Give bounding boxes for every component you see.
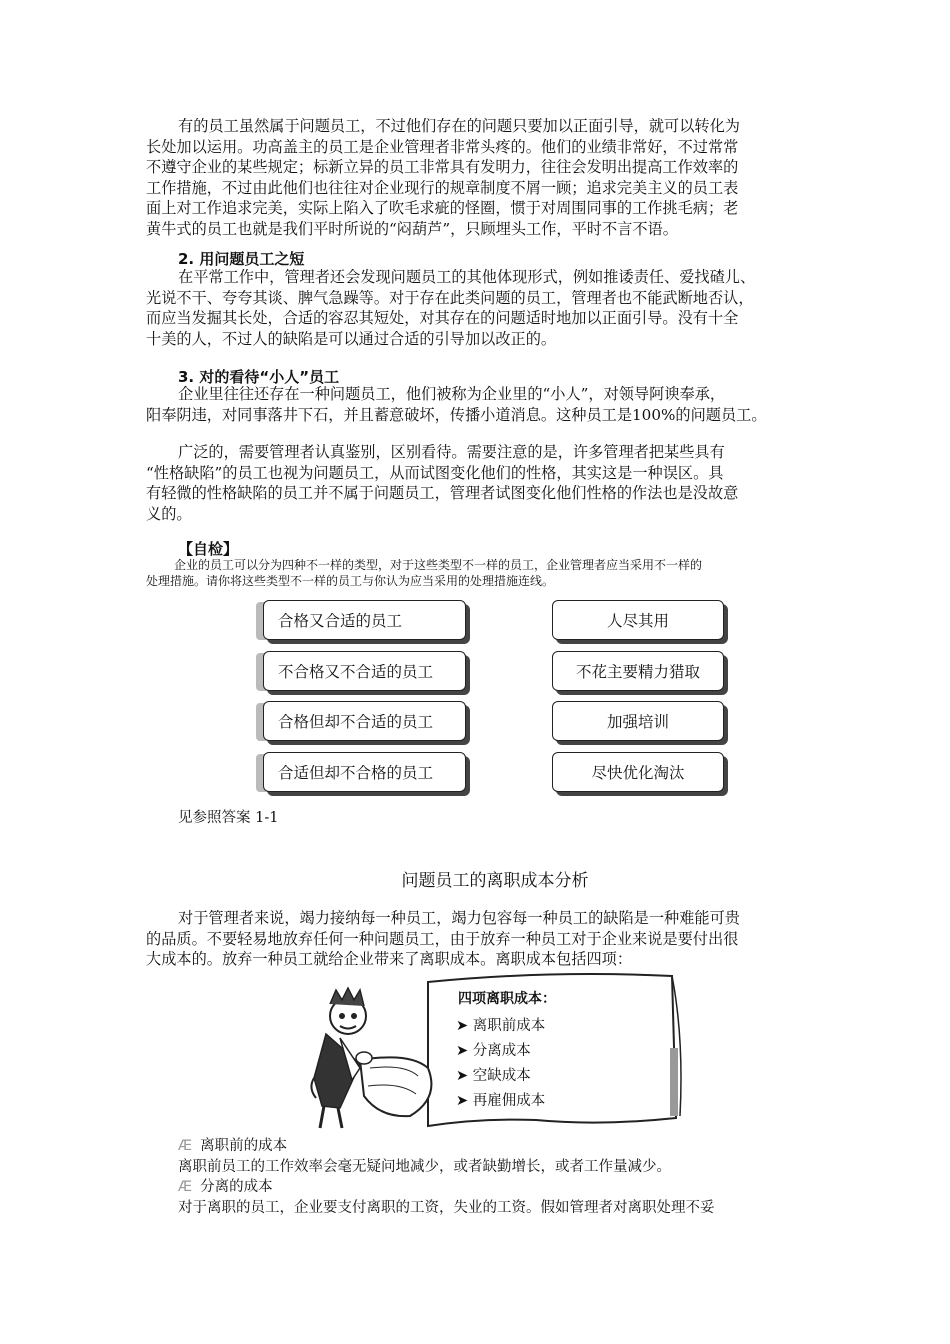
- text-line: 有轻微的性格缺陷的员工并不属于问题员工，管理者试图变化他们性格的作法也是没故意: [146, 484, 739, 502]
- treatment-box[interactable]: 加强培训: [552, 701, 724, 741]
- text-line: 阳奉阴违，对同事落井下石，并且蓄意破坏，传播小道消息。这种员工是100%的问题员工。: [146, 405, 767, 424]
- text-line: 的品质。不要轻易地放弃任何一种问题员工，由于放弃一种员工对于企业来说是要付出很: [146, 929, 739, 948]
- bullet-separation: [178, 1175, 273, 1196]
- text-line: 有的员工虽然属于问题员工，不过他们存在的问题只要加以正面引导，就可以转化为: [178, 117, 740, 135]
- scroll-item: [456, 1039, 531, 1060]
- bullet-title: 分离的成本: [200, 1179, 273, 1195]
- text-line: 面上对工作追求完美，实际上陷入了吹毛求疵的怪圈，惯于对周围同事的工作挑毛病；老: [146, 199, 739, 217]
- treatment-box[interactable]: 不花主要精力猎取: [552, 651, 724, 691]
- text-line: 光说不干、夸夸其谈、脾气急躁等。对于存在此类问题的员工，管理者也不能武断地否认，: [146, 288, 754, 307]
- bullet-mark: Æ: [178, 1179, 193, 1195]
- arrow-right-icon: ➤: [456, 1068, 473, 1084]
- text-line: 十美的人，不过人的缺陷是可以通过合适的引导加以改正的。: [146, 329, 557, 348]
- arrow-right-icon: ➤: [456, 1018, 473, 1034]
- paragraph-problem-employees: [146, 116, 808, 239]
- text-line: 不遵守企业的某些规定；标新立异的员工非常具有发明力，往往会发明出提高工作效率的: [146, 158, 739, 176]
- text-line: 广泛的，需要管理者认真鉴别，区别看待。需要注意的是，许多管理者把某些具有: [178, 443, 725, 461]
- selfcheck-title: 【自检】: [178, 540, 239, 558]
- text-line: 处理措施。请你将这些类型不一样的员工与你认为应当采用的处理措施连线。: [146, 574, 555, 588]
- scroll-item-label: 分离成本: [472, 1043, 531, 1059]
- text-line: 工作措施，不过由此他们也往往对企业现行的规章制度不屑一顾；追求完美主义的员工表: [146, 178, 739, 197]
- selfcheck-intro: [146, 557, 816, 589]
- answer-reference: 见参照答案 1-1: [178, 810, 279, 826]
- treatment-box[interactable]: 人尽其用: [552, 600, 724, 640]
- scroll-item-label: 离职前成本: [472, 1018, 546, 1034]
- bullet-text: 对于离职的员工，企业要支付离职的工资，失业的工资。假如管理者对离职处理不妥: [178, 1200, 715, 1216]
- text-line: 在平常工作中，管理者还会发现问题员工的其他体现形式，例如推诿责任、爱找碴儿、: [178, 268, 756, 286]
- heading-3: 3. 对的看待“小人”员工: [178, 368, 340, 386]
- employee-type-box[interactable]: 合格又合适的员工: [263, 600, 466, 640]
- treatment-box[interactable]: 尽快优化淘汰: [552, 752, 724, 792]
- bullet-mark: Æ: [178, 1138, 193, 1154]
- bullet-title: 离职前的成本: [200, 1138, 288, 1154]
- employee-type-box[interactable]: 不合格又不合适的员工: [263, 651, 466, 691]
- employee-type-box[interactable]: 合格但却不合适的员工: [263, 701, 466, 741]
- bullet-pre-departure: [178, 1134, 287, 1155]
- heading-2: 2. 用问题员工之短: [178, 250, 305, 268]
- text-line: 企业的员工可以分为四种不一样的类型，对于这些类型不一样的员工，企业管理者应当采用不一样的: [174, 558, 703, 572]
- text-line: 对于管理者来说，竭力接纳每一种员工，竭力包容每一种员工的缺陷是一种难能可贵: [178, 909, 740, 927]
- text-line: 长处加以运用。功高盖主的员工是企业管理者非常头疼的。他们的业绩非常好，不过常常: [146, 137, 739, 156]
- paragraph-personality: [146, 442, 808, 524]
- text-line: 而应当发掘其长处，合适的容忍其短处，对其存在的问题适时地加以正面引导。没有十全: [146, 309, 739, 327]
- scroll-item: [456, 1014, 545, 1035]
- arrow-right-icon: ➤: [456, 1043, 473, 1059]
- text-line: 大成本的。放弃一种员工就给企业带来了离职成本。离职成本包括四项：: [146, 950, 632, 968]
- scroll-illustration: [300, 968, 690, 1133]
- text-line: 黄牛式的员工也就是我们平时所说的“闷葫芦”，只顾埋头工作，平时不言不语。: [146, 219, 678, 238]
- paragraph-petty-employees: [146, 384, 808, 425]
- scroll-item: [456, 1089, 545, 1110]
- scroll-title: 四项离职成本：: [458, 991, 556, 1007]
- paragraph-shortcomings: [146, 267, 808, 349]
- employee-type-box[interactable]: 合适但却不合格的员工: [263, 752, 466, 792]
- text-line: “性格缺陷”的员工也视为问题员工，从而试图变化他们的性格，其实这是一种误区。具: [146, 463, 724, 482]
- scroll-item: [456, 1064, 531, 1085]
- arrow-right-icon: ➤: [456, 1093, 473, 1109]
- paragraph-turnover-cost: [146, 908, 808, 970]
- section-title: 问题员工的离职成本分析: [401, 871, 589, 891]
- bullet-text: 离职前员工的工作效率会毫无疑问地减少，或者缺勤增长，或者工作量减少。: [178, 1159, 671, 1175]
- scroll-item-label: 再雇佣成本: [472, 1093, 546, 1109]
- text-line: 义的。: [146, 504, 192, 523]
- scroll-item-label: 空缺成本: [472, 1068, 531, 1084]
- text-line: 企业里往往还存在一种问题员工，他们被称为企业里的“小人”，对领导阿谀奉承，: [178, 385, 726, 403]
